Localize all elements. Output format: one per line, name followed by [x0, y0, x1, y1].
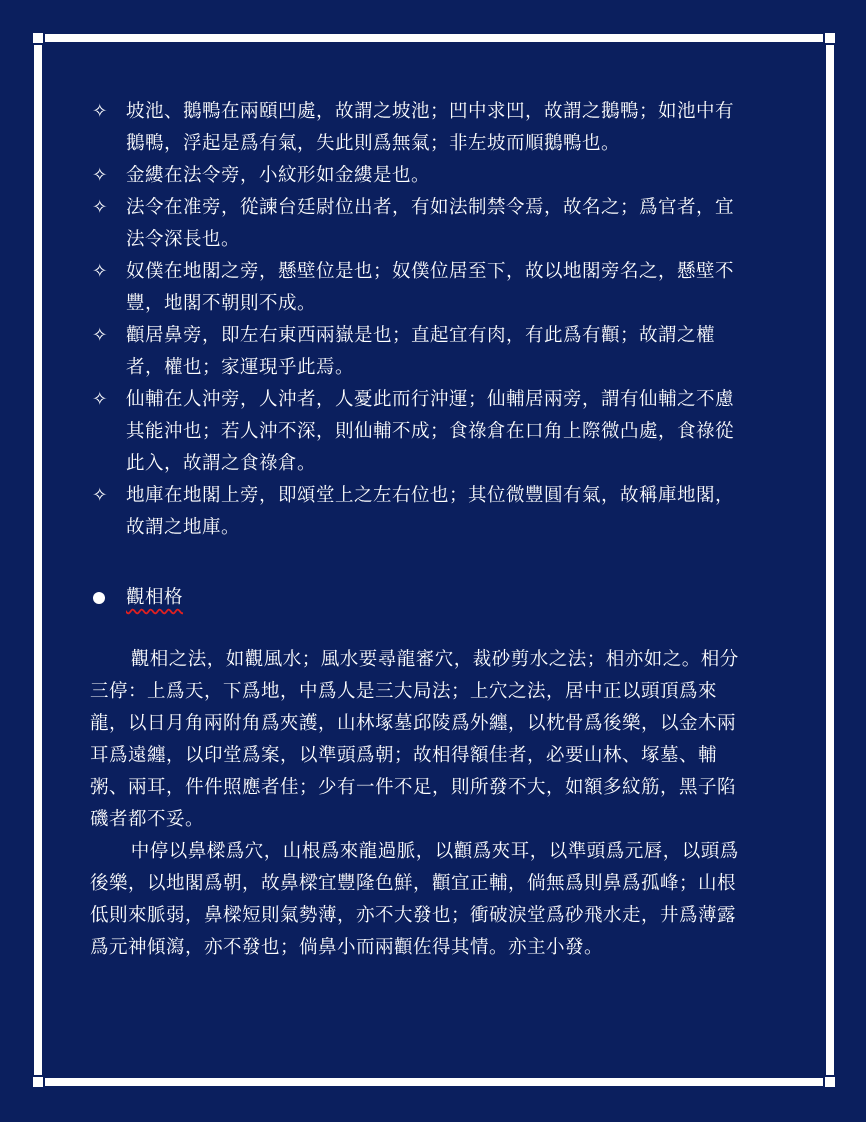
body-paragraph: 觀相之法，如觀風水；風水要尋龍審穴，裁砂剪水之法；相亦如之。相分三停：上爲天，下爲地，中爲人是三大局法；上穴之法，居中正以頭頂爲來龍，以日月角兩附角爲夾護，山林塚墓邱陵爲外纏，以枕骨爲後樂，以金木兩耳爲遠纏，以印堂爲案，以準頭爲朝；故相得額佳者，必要山林、塚墓、輔粥、兩耳，件件照應者佳；少有一件不足，則所發不大，如額多紋筋，黑子陷磯者都不妥。	[90, 649, 739, 830]
list-item	[90, 160, 740, 192]
sparkle-bullet-icon: ✧	[91, 101, 108, 122]
list-item-text: 法令在准旁，從諫台廷尉位出者，有如法制禁令焉，故名之；爲官者，宜法令深長也。	[126, 197, 735, 250]
list-item	[90, 192, 740, 256]
filled-circle-bullet-icon	[93, 592, 105, 604]
section-heading-text: 觀相格	[126, 587, 184, 608]
list-item	[90, 384, 740, 480]
body-paragraph: 中停以鼻樑爲穴，山根爲來龍過脈，以顴爲夾耳，以準頭爲元唇，以頭爲後樂，以地閣爲朝，故鼻樑宜豐隆色鮮，顴宜正輔，倘無爲則鼻爲孤峰；山根低則來脈弱，鼻樑短則氣勢薄，亦不大發也；衝破淚堂爲砂飛水走，井爲薄露爲元神傾瀉，亦不發也；倘鼻小而兩顴佐得其情。亦主小發。	[90, 841, 739, 958]
list-item	[90, 256, 740, 320]
corner-ornament	[31, 1075, 45, 1089]
corner-ornament	[823, 1075, 837, 1089]
sparkle-bullet-icon: ✧	[91, 389, 108, 410]
sparkle-bullet-icon: ✧	[91, 485, 108, 506]
term-list	[90, 96, 740, 544]
list-item	[90, 480, 740, 544]
list-item-text: 奴僕在地閣之旁，懸壁位是也；奴僕位居至下，故以地閣旁名之，懸壁不豐，地閣不朝則不成。	[126, 261, 735, 314]
sparkle-bullet-icon: ✧	[91, 325, 108, 346]
corner-ornament	[823, 31, 837, 45]
document-content	[90, 96, 740, 964]
list-item-text: 地庫在地閣上旁，即頌堂上之左右位也；其位微豐圓有氣，故稱庫地閣，故謂之地庫。	[126, 485, 735, 538]
corner-ornament	[31, 31, 45, 45]
sparkle-bullet-icon: ✧	[91, 261, 108, 282]
list-item-text: 仙輔在人沖旁，人沖者，人憂此而行沖運；仙輔居兩旁，謂有仙輔之不慮其能沖也；若人沖不深，則仙輔不成；食祿倉在口角上際微凸處，食祿從此入，故謂之食祿倉。	[126, 389, 735, 474]
list-item-text: 顴居鼻旁，即左右東西兩嶽是也；直起宜有肉，有此爲有顴；故謂之權者，權也；家運現乎此焉。	[126, 325, 716, 378]
sparkle-bullet-icon: ✧	[91, 197, 108, 218]
list-item-text: 坡池、鵝鴨在兩頤凹處，故謂之坡池；凹中求凹，故謂之鵝鴨；如池中有鵝鴨，浮起是爲有氣，失此則爲無氣；非左坡而順鵝鴨也。	[126, 101, 735, 154]
list-item	[90, 96, 740, 160]
section-heading	[90, 582, 740, 614]
list-item-text: 金縷在法令旁，小紋形如金縷是也。	[126, 165, 431, 186]
sparkle-bullet-icon: ✧	[91, 165, 108, 186]
list-item	[90, 320, 740, 384]
